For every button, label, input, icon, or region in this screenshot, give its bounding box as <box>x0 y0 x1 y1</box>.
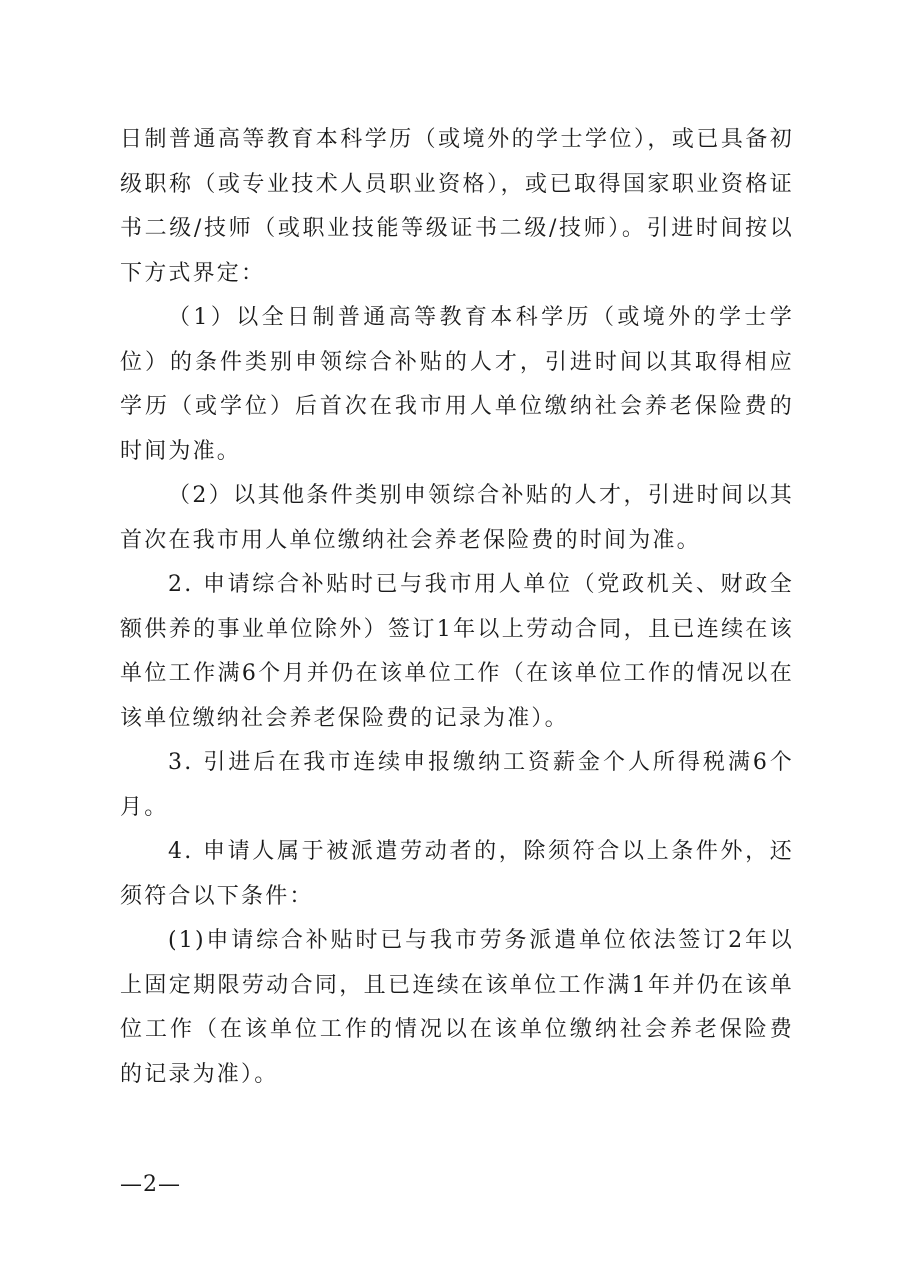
paragraph-item-3: 3. 引进后在我市连续申报缴纳工资薪金个人所得税满6个月。 <box>120 750 794 820</box>
paragraph-item-2: 2. 申请综合补贴时已与我市用人单位（党政机关、财政全额供养的事业单位除外）签订1年以上劳动合同，且已连续在该单位工作满6个月并仍在该单位工作（在该单位工作的情况以在该单位缴纳社会养老保险费的记录为准）。 <box>120 572 794 731</box>
paragraph-clause-1-2: （2）以其他条件类别申领综合补贴的人才，引进时间以其首次在我市用人单位缴纳社会养老保险费的时间为准。 <box>120 483 794 553</box>
paragraph-item-4: 4. 申请人属于被派遣劳动者的，除须符合以上条件外，还须符合以下条件： <box>120 839 794 909</box>
paragraph-clause-1-1: （1）以全日制普通高等教育本科学历（或境外的学士学位）的条件类别申领综合补贴的人才，引进时间以其取得相应学历（或学位）后首次在我市用人单位缴纳社会养老保险费的时间为准。 <box>120 305 794 464</box>
paragraph-continuation: 日制普通高等教育本科学历（或境外的学士学位），或已具备初级职称（或专业技术人员职业资格），或已取得国家职业资格证书二级/技师（或职业技能等级证书二级/技师）。引进时间按以下方式界定： <box>120 127 794 286</box>
page-number: —2— <box>120 1172 181 1197</box>
document-body <box>120 118 794 1097</box>
paragraph-clause-4-1: (1)申请综合补贴时已与我市劳务派遣单位依法签订2年以上固定期限劳动合同，且已连续在该单位工作满1年并仍在该单位工作（在该单位工作的情况以在该单位缴纳社会养老保险费的记录为准）。 <box>120 928 794 1087</box>
